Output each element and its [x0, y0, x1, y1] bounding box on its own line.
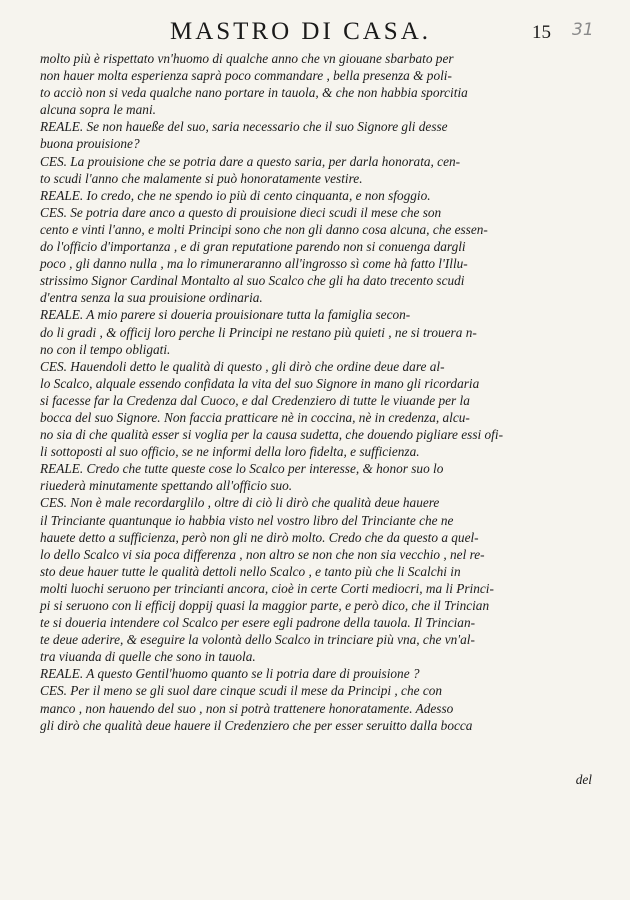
text-line: te si doueria intendere col Scalco per esere egli padrone della tauola. Il Trincian-	[40, 615, 476, 631]
text-line: REALE. A questo Gentil'huomo quanto se li potria dare di prouisione ?	[40, 666, 420, 682]
page-number: 15	[532, 22, 551, 43]
text-line: CES. Se potria dare anco a questo di prouisione dieci scudi il mese che son	[40, 204, 442, 220]
text-line: hauete detto a sufficienza, però non gli ne dirò molto. Credo che da questo a quel-	[40, 529, 479, 545]
running-title: MASTRO DI CASA.	[170, 18, 432, 45]
text-line: REALE. Credo che tutte queste cose lo Scalco per interesse, & honor suo lo	[40, 461, 444, 477]
text-line: manco , non hauendo del suo , non si potrà trattenere honoratamente. Adesso	[40, 700, 454, 716]
text-line: lo Scalco, alquale essendo confidata la vita del suo Signore in mano gli ricordaria	[40, 375, 480, 391]
text-line: d'entra senza la sua prouisione ordinaria.	[40, 290, 263, 306]
text-line: to acciò non si veda qualche nano portare in tauola, & che non habbia sporcitia	[40, 85, 468, 101]
text-line: to scudi l'anno che malamente si può honoratamente vestire.	[40, 170, 363, 186]
text-line: CES. Hauendoli detto le qualità di questo , gli dirò che ordine deue dare al-	[40, 358, 445, 374]
text-line: CES. Per il meno se gli suol dare cinque scudi il mese da Principi , che con	[40, 683, 443, 699]
text-line: do l'officio d'importanza , e di gran reputatione parendo non si conuenga dargli	[40, 239, 466, 255]
catchword-area	[40, 772, 600, 790]
text-line: CES. La prouisione che se potria dare a questo saria, per darla honorata, cen-	[40, 153, 461, 169]
text-line: gli dirò che qualità deue hauere il Credenziero che per esser seruitto dalla bocca	[40, 717, 473, 733]
text-line: do li gradi , & officij loro perche li Principi ne restano più quieti , ne si trouera n-	[40, 324, 477, 340]
text-line: REALE. Io credo, che ne spendo io più di cento cinquanta, e non sfoggio.	[40, 187, 431, 203]
text-line: no con il tempo obligati.	[40, 341, 171, 357]
text-line: il Trinciante quantunque io habbia visto nel vostro libro del Trinciante che ne	[40, 512, 454, 528]
text-line: REALE. Se non haueße del suo, saria necessario che il suo Signore gli desse	[40, 119, 448, 135]
text-line: pi si seruono con li efficij doppij quasi la maggior parte, e però dico, che il Trincian	[40, 598, 490, 613]
text-line: no sia di che qualità esser si voglia per la causa sudetta, che douendo pigliare essi ofi-	[40, 427, 503, 443]
text-line: te deue aderire, & eseguire la volontà dello Scalco in trinciare più vna, che vn'al-	[40, 632, 475, 648]
text-line: sto deue hauer tutte le qualità dettoli nello Scalco , e tanto più che li Scalchi in	[40, 563, 461, 579]
body-text	[40, 50, 600, 734]
text-line: riuederà minutamente spettando all'officio suo.	[40, 478, 293, 494]
text-line: li sottoposti al suo officio, se ne informi della loro fidelta, e sufficienza.	[40, 444, 420, 460]
handwritten-page-number: 31	[572, 20, 594, 40]
text-line: strissimo Signor Cardinal Montalto al suo Scalco che gli ha dato trecento scudi	[40, 273, 465, 289]
text-line: non hauer molta esperienza saprà poco commandare , bella presenza & poli-	[40, 68, 452, 84]
page-header	[0, 8, 630, 48]
text-line: alcuna sopra le mani.	[40, 102, 156, 118]
text-line: lo dello Scalco vi sia poca differenza , non altro se non che non sia vecchio , nel re-	[40, 546, 485, 562]
text-line: bocca del suo Signore. Non faccia pratticare nè in coccina, nè in credenza, alcu-	[40, 409, 470, 425]
text-line: buona prouisione?	[40, 136, 140, 152]
text-line: poco , gli danno nulla , ma lo rimuneraranno all'ingrosso sì come hà fatto l'Illu-	[40, 256, 468, 272]
text-line: molti luochi seruono per trincianti ancora, cioè in certe Corti mediocri, ma li Princi-	[40, 580, 494, 596]
text-line: REALE. A mio parere si doueria prouisionare tutta la famiglia secon-	[40, 307, 411, 323]
catchword: del	[575, 772, 592, 787]
text-line: si facesse far la Credenza dal Cuoco, e dal Credenziero di tutte le viuande per la	[40, 392, 470, 408]
text-line: CES. Non è male recordarglilo , oltre di ciò li dirò che qualità deue hauere	[40, 495, 440, 511]
text-line: cento e vinti l'anno, e molti Principi sono che non gli danno cosa alcuna, che essen-	[40, 221, 488, 237]
text-line: tra viuanda di quelle che sono in tauola.	[40, 649, 256, 665]
text-line: molto più è rispettato vn'huomo di qualche anno che vn giouane sbarbato per	[40, 51, 454, 66]
